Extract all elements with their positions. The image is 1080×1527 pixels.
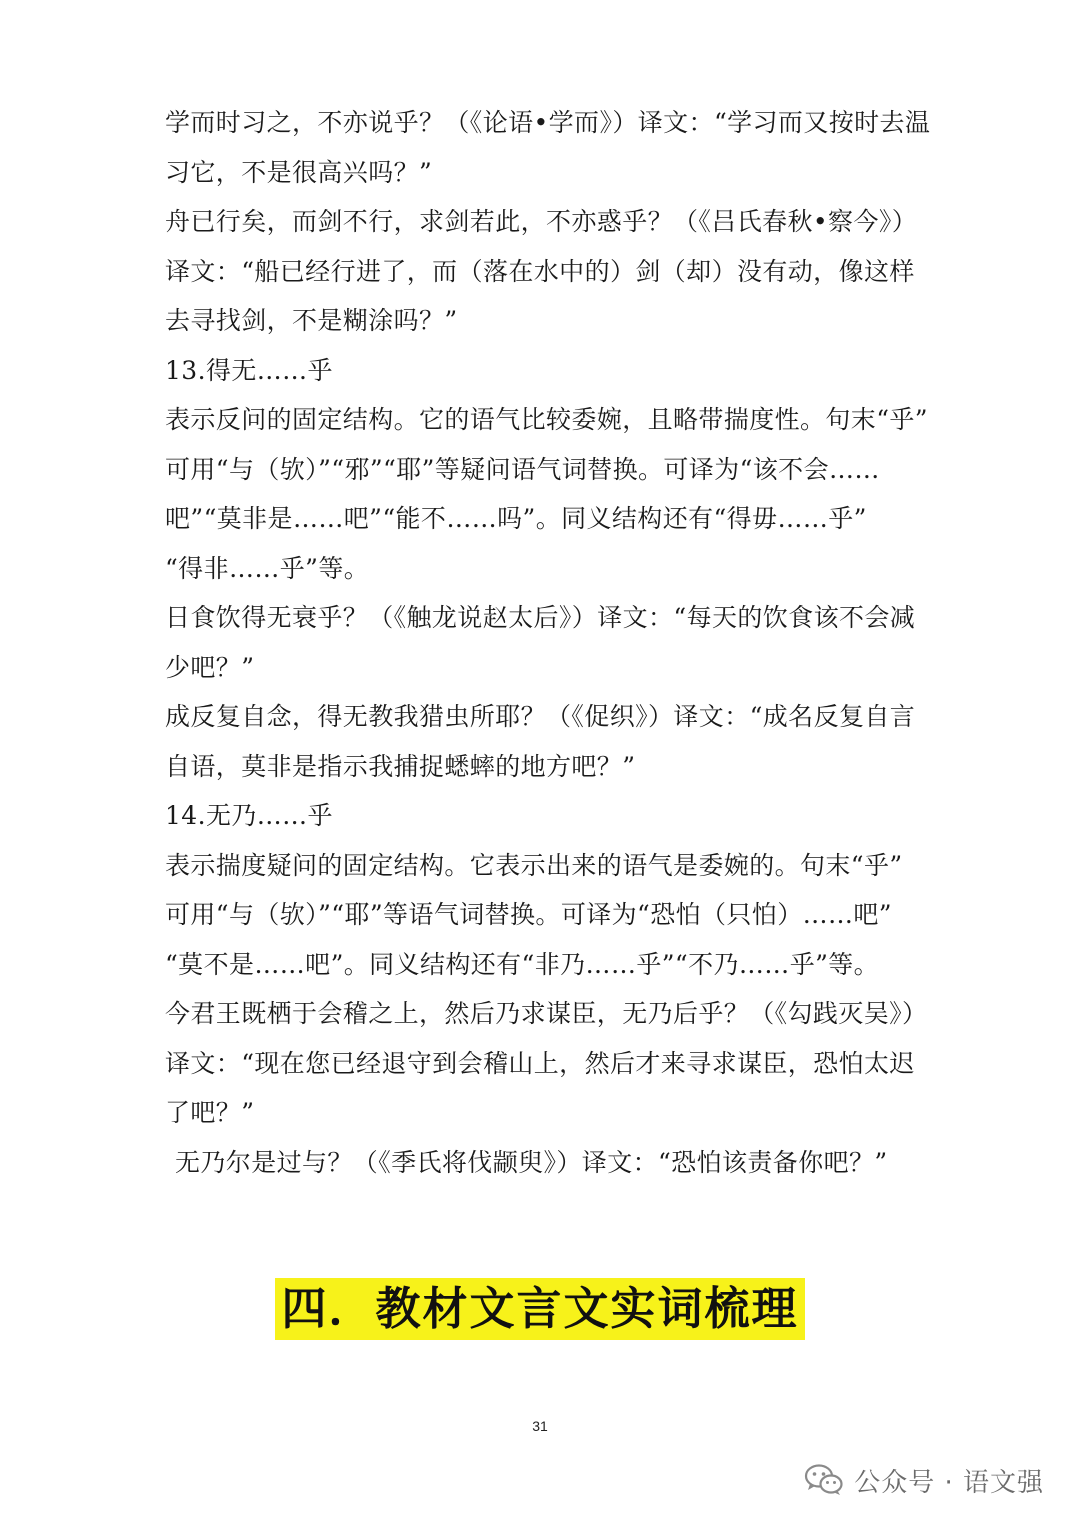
text-line: “莫不是……吧”。同义结构还有“非乃……乎”“不乃……乎”等。 [165,949,880,979]
text-line: 今君王既栖于会稽之上，然后乃求谋臣，无乃后乎？（《勾践灭吴》） [165,999,928,1028]
text-line: 自语，莫非是指示我捕捉蟋蟀的地方吧？” [165,751,636,781]
watermark-text: 公众号 · 语文强 [854,1467,1044,1498]
text-line: 学而时习之，不亦说乎？（《论语•学而》）译文：“学习而又按时去温 [165,108,931,137]
text-line: 无乃尔是过与？（《季氏将伐颛臾》）译文：“恐怕该责备你吧？” [175,1147,888,1177]
watermark [804,1458,1044,1502]
page-number: 31 [532,1418,548,1434]
text-line: 表示揣度疑问的固定结构。它表示出来的语气是委婉的。句末“乎” [165,850,903,880]
text-line: 译文：“船已经行进了，而（落在水中的）剑（却）没有动，像这样 [165,256,915,286]
text-line: 了吧？” [165,1098,255,1127]
text-line: 成反复自念，得无教我猎虫所耶？（《促织》）译文：“成名反复自言 [165,702,916,731]
text-line: 习它，不是很高兴吗？” [165,157,433,187]
text-line: 可用“与（欤）”“耶”等语气词替换。可译为“恐怕（只怕）……吧” [165,900,892,929]
text-line: 少吧？” [165,652,255,682]
text-body [165,98,931,1187]
text-line: 吧”“莫非是……吧”“能不……吗”。同义结构还有“得毋……乎” [165,504,867,533]
text-line: “得非……乎”等。 [165,553,370,583]
text-line: 日食饮得无衰乎？（《触龙说赵太后》）译文：“每天的饮食该不会减 [165,603,916,632]
chapter-heading-container [0,1278,1080,1340]
text-line: 舟已行矣，而剑不行，求剑若此，不亦惑乎？（《吕氏春秋•察今》） [165,207,918,236]
text-line: 表示反问的固定结构。它的语气比较委婉，且略带揣度性。句末“乎” [165,405,928,434]
text-line: 去寻找剑，不是糊涂吗？” [165,306,458,335]
section-title: 13.得无……乎 [165,355,333,385]
section-title: 14.无乃……乎 [165,801,333,830]
text-line: 可用“与（欤）”“邪”“耶”等疑问语气词替换。可译为“该不会…… [165,454,880,484]
chapter-heading: 四．教材文言文实词梳理 [275,1278,804,1340]
wechat-icon [804,1463,844,1497]
text-line: 译文：“现在您已经退守到会稽山上，然后才来寻求谋臣，恐怕太迟 [165,1048,915,1078]
